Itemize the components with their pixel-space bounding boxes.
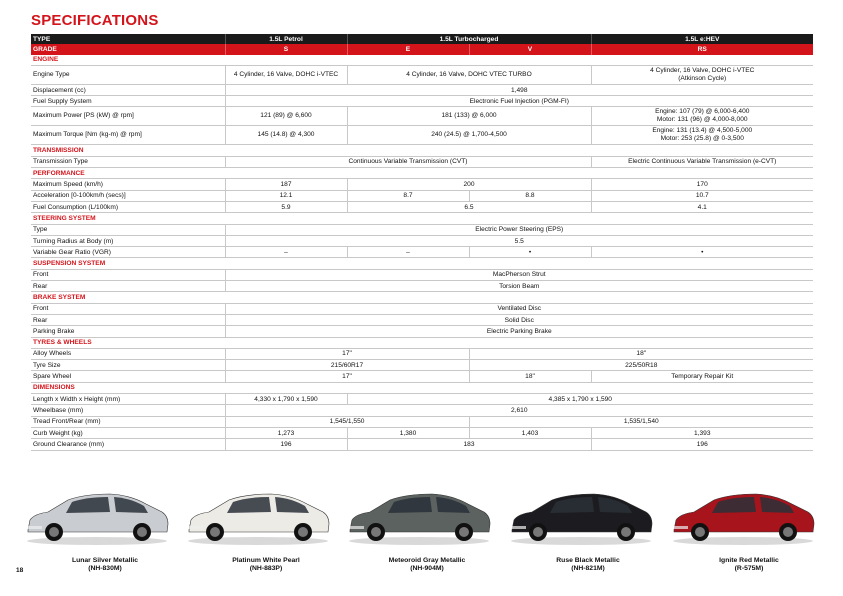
grade-header-row (31, 44, 813, 54)
cell-value: – (347, 247, 469, 258)
table-row (31, 107, 813, 126)
section-title: SUSPENSION SYSTEM (31, 258, 813, 269)
row-label: Type (31, 224, 225, 235)
type-hev: 1.5L e:HEV (591, 34, 813, 44)
type-turbo: 1.5L Turbocharged (347, 34, 591, 44)
row-label: Parking Brake (31, 326, 225, 337)
cell-value: Electronic Fuel Injection (PGM-FI) (225, 96, 813, 107)
cell-value: 187 (225, 179, 347, 190)
cell-value: 5.5 (225, 235, 813, 246)
type-label: TYPE (31, 34, 225, 44)
section-title: PERFORMANCE (31, 168, 813, 179)
table-row (31, 326, 813, 337)
table-row (31, 65, 813, 84)
cell-value: 200 (347, 179, 591, 190)
section-dimensions (31, 382, 813, 393)
row-label: Front (31, 303, 225, 314)
section-tyres (31, 337, 813, 348)
table-row (31, 303, 813, 314)
cell-value: Electric Continuous Variable Transmission (e-CVT) (591, 156, 813, 167)
color-caption: Lunar Silver Metallic (NH-830M) (71, 557, 139, 572)
cell-value: 1,403 (469, 427, 591, 438)
row-label: Alloy Wheels (31, 348, 225, 359)
section-steering (31, 213, 813, 224)
row-label: Turning Radius at Body (m) (31, 235, 225, 246)
row-label: Maximum Torque [Nm (kg-m) @ rpm] (31, 126, 225, 145)
cell-value: 8.8 (469, 190, 591, 201)
cell-value: 4 Cylinder, 16 Valve, DOHC i-VTEC (Atkinson Cycle) (591, 65, 813, 84)
table-row (31, 156, 813, 167)
cell-value: 2,610 (225, 405, 813, 416)
row-label: Fuel Supply System (31, 96, 225, 107)
cell-value: 12.1 (225, 190, 347, 201)
table-row (31, 84, 813, 95)
section-title: DIMENSIONS (31, 382, 813, 393)
grade-s: S (225, 44, 347, 54)
cell-value: 240 (24.5) @ 1,700-4,500 (347, 126, 591, 145)
color-lineup (0, 486, 843, 546)
cell-value: 4,385 x 1,790 x 1,590 (347, 394, 813, 405)
table-row (31, 348, 813, 359)
cell-value: 145 (14.8) @ 4,300 (225, 126, 347, 145)
row-label: Engine Type (31, 65, 225, 84)
grade-v: V (469, 44, 591, 54)
color-caption: Meteoroid Gray Metallic (NH-904M) (388, 557, 466, 572)
cell-value: 215/60R17 (225, 360, 469, 371)
section-title: BRAKE SYSTEM (31, 292, 813, 303)
row-label: Maximum Speed (km/h) (31, 179, 225, 190)
row-label: Curb Weight (kg) (31, 427, 225, 438)
table-row (31, 439, 813, 450)
color-caption: Ignite Red Metallic (R-575M) (719, 557, 779, 572)
cell-value: 4.1 (591, 201, 813, 212)
car-image-ignite-red (668, 486, 818, 546)
cell-value: 170 (591, 179, 813, 190)
table-row (31, 201, 813, 212)
type-header-row (31, 34, 813, 44)
cell-value: 8.7 (347, 190, 469, 201)
cell-value: 10.7 (591, 190, 813, 201)
row-label: Front (31, 269, 225, 280)
table-row (31, 126, 813, 145)
cell-value: 18" (469, 371, 591, 382)
cell-value: • (469, 247, 591, 258)
color-caption: Platinum White Pearl (NH-883P) (232, 557, 300, 572)
cell-value: Torsion Beam (225, 281, 813, 292)
grade-e: E (347, 44, 469, 54)
table-row (31, 405, 813, 416)
cell-value: 225/50R18 (469, 360, 813, 371)
table-row (31, 269, 813, 280)
row-label: Tread Front/Rear (mm) (31, 416, 225, 427)
section-title: TYRES & WHEELS (31, 337, 813, 348)
row-label: Fuel Consumption (L/100km) (31, 201, 225, 212)
table-row (31, 96, 813, 107)
cell-value: 1,273 (225, 427, 347, 438)
cell-value: Continuous Variable Transmission (CVT) (225, 156, 591, 167)
cell-value: 4 Cylinder, 16 Valve, DOHC VTEC TURBO (347, 65, 591, 84)
table-row (31, 314, 813, 325)
cell-value: 121 (89) @ 6,600 (225, 107, 347, 126)
section-brake (31, 292, 813, 303)
section-performance (31, 168, 813, 179)
cell-value: Electric Parking Brake (225, 326, 813, 337)
table-row (31, 371, 813, 382)
table-row (31, 179, 813, 190)
cell-value: 183 (347, 439, 591, 450)
section-title: ENGINE (31, 55, 813, 66)
cell-value: • (591, 247, 813, 258)
row-label: Maximum Power [PS (kW) @ rpm] (31, 107, 225, 126)
cell-value: Temporary Repair Kit (591, 371, 813, 382)
cell-value: Engine: 131 (13.4) @ 4,500-5,000 Motor: 253 (25.8) @ 0-3,500 (591, 126, 813, 145)
table-row (31, 247, 813, 258)
cell-value: 181 (133) @ 6,000 (347, 107, 591, 126)
car-image-ruse-black (506, 486, 656, 546)
table-row (31, 190, 813, 201)
page-title: SPECIFICATIONS (31, 12, 159, 29)
car-image-meteoroid-gray (344, 486, 494, 546)
cell-value: Electric Power Steering (EPS) (225, 224, 813, 235)
cell-value: – (225, 247, 347, 258)
type-petrol: 1.5L Petrol (225, 34, 347, 44)
table-row (31, 394, 813, 405)
cell-value: Solid Disc (225, 314, 813, 325)
table-row (31, 427, 813, 438)
row-label: Rear (31, 314, 225, 325)
cell-value: 1,545/1,550 (225, 416, 469, 427)
section-title: STEERING SYSTEM (31, 213, 813, 224)
section-suspension (31, 258, 813, 269)
grade-rs: RS (591, 44, 813, 54)
table-row (31, 360, 813, 371)
cell-value: 196 (591, 439, 813, 450)
section-engine (31, 55, 813, 66)
row-label: Wheelbase (mm) (31, 405, 225, 416)
cell-value: 17" (225, 348, 469, 359)
table-row (31, 416, 813, 427)
row-label: Tyre Size (31, 360, 225, 371)
row-label: Displacement (cc) (31, 84, 225, 95)
car-image-lunar-silver (22, 486, 172, 546)
section-title: TRANSMISSION (31, 145, 813, 156)
cell-value: 18" (469, 348, 813, 359)
section-transmission (31, 145, 813, 156)
page-number: 18 (16, 567, 24, 574)
table-row (31, 281, 813, 292)
row-label: Length x Width x Height (mm) (31, 394, 225, 405)
car-image-platinum-white (183, 486, 333, 546)
cell-value: 1,393 (591, 427, 813, 438)
table-row (31, 235, 813, 246)
table-row (31, 224, 813, 235)
cell-value: 6.5 (347, 201, 591, 212)
cell-value: Engine: 107 (79) @ 6,000-6,400 Motor: 131 (96) @ 4,000-8,000 (591, 107, 813, 126)
grade-label: GRADE (31, 44, 225, 54)
cell-value: 5.9 (225, 201, 347, 212)
cell-value: 1,498 (225, 84, 813, 95)
row-label: Acceleration [0-100km/h (secs)] (31, 190, 225, 201)
cell-value: 17" (225, 371, 469, 382)
cell-value: 196 (225, 439, 347, 450)
cell-value: MacPherson Strut (225, 269, 813, 280)
row-label: Spare Wheel (31, 371, 225, 382)
cell-value: 4,330 x 1,790 x 1,590 (225, 394, 347, 405)
row-label: Transmission Type (31, 156, 225, 167)
cell-value: 1,535/1,540 (469, 416, 813, 427)
row-label: Ground Clearance (mm) (31, 439, 225, 450)
row-label: Rear (31, 281, 225, 292)
cell-value: Ventilated Disc (225, 303, 813, 314)
cell-value: 1,380 (347, 427, 469, 438)
specifications-table (31, 34, 813, 451)
row-label: Variable Gear Ratio (VGR) (31, 247, 225, 258)
color-caption: Ruse Black Metallic (NH-821M) (556, 557, 620, 572)
cell-value: 4 Cylinder, 16 Valve, DOHC i-VTEC (225, 65, 347, 84)
